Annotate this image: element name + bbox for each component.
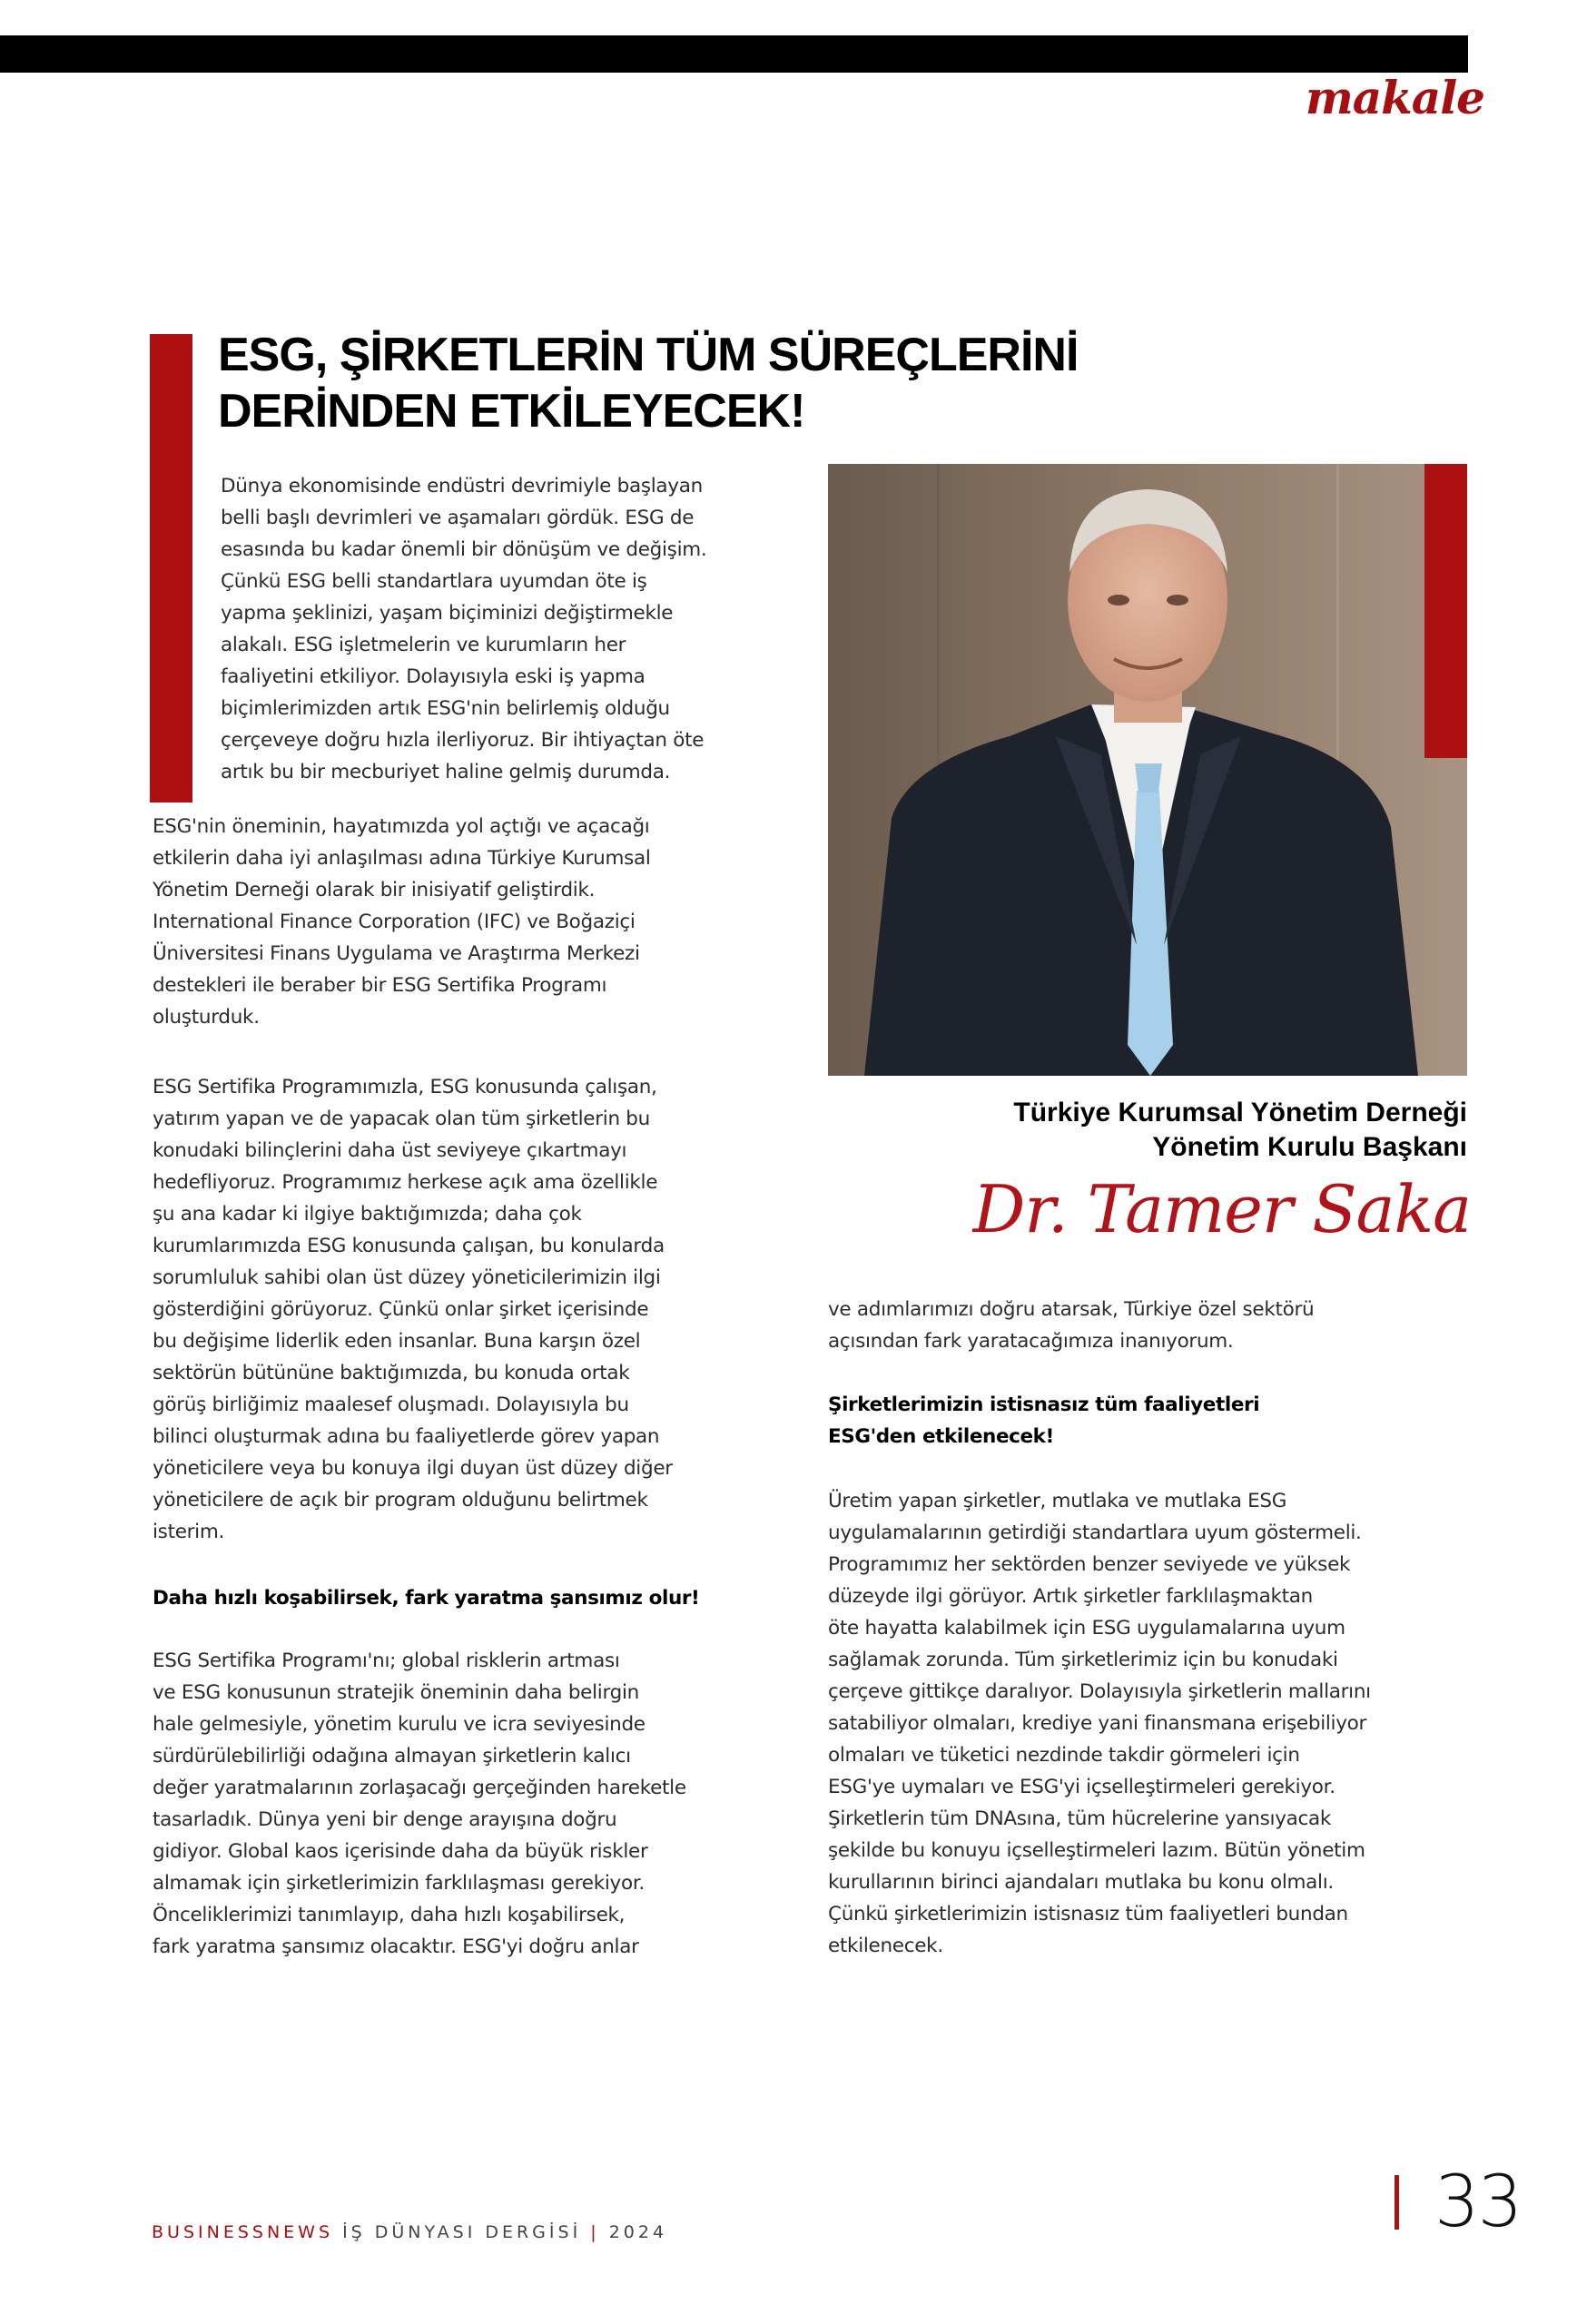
left-paragraph-2 (153, 1071, 788, 1548)
footer-brand: BUSINESSNEWS (152, 2222, 334, 2242)
text-line: uygulamalarının getirdiği standartlara uyum göstermeli. (828, 1521, 1362, 1544)
left-subheading: Daha hızlı koşabilirsek, fark yaratma şansımız olur! (153, 1587, 700, 1610)
text-line: etkilenecek. (828, 1935, 943, 1957)
article-headline (218, 327, 1171, 439)
headline-accent-bar (150, 334, 192, 803)
text-line: sorumluluk sahibi olan üst düzey yöneticilerimizin ilgi (153, 1266, 661, 1289)
text-line: Yönetim Derneği olarak bir inisiyatif geliştirdik. (153, 879, 596, 901)
text-line: tasarladık. Dünya yeni bir denge arayışına doğru (153, 1808, 617, 1831)
portrait-person-icon (828, 464, 1467, 1076)
text-line: görüş birliğimiz maalesef oluşmadı. Dolayısıyla bu (153, 1393, 629, 1416)
right-paragraph-2 (828, 1485, 1482, 1962)
portrait-photo (828, 464, 1467, 1076)
intro-line: artık bu bir mecburiyet haline gelmiş durumda. (221, 761, 671, 783)
text-line: konudaki bilinçlerini daha üst seviyeye çıkartmayı (153, 1139, 627, 1162)
page-number: 33 (1434, 2162, 1522, 2243)
text-line: hedefliyoruz. Programımız herkese açık ama özellikle (153, 1171, 658, 1194)
intro-line: Çünkü ESG belli standartlara uyumdan öte iş (221, 570, 647, 593)
text-line: Önceliklerimizi tanımlayıp, daha hızlı koşabilirsek, (153, 1904, 626, 1926)
intro-line: esasında bu kadar önemli bir dönüşüm ve değişim. (221, 538, 707, 561)
text-line: Üretim yapan şirketler, mutlaka ve mutlaka ESG (828, 1490, 1287, 1512)
text-line: etkilerin daha iyi anlaşılması adına Türkiye Kurumsal (153, 847, 651, 870)
photo-accent-bar (1424, 464, 1467, 758)
text-line: ESG'ye uymaları ve ESG'yi içselleştirmeleri gerekiyor. (828, 1776, 1336, 1798)
text-line: sektörün bütününe baktığımızda, bu konuda ortak (153, 1362, 630, 1384)
intro-line: alakalı. ESG işletmelerin ve kurumların her (221, 634, 626, 656)
footer-publication (152, 2222, 667, 2242)
intro-line: yapma şeklinizi, yaşam biçiminizi değiştirmekle (221, 602, 674, 625)
text-line: yatırım yapan ve de yapacak olan tüm şirketlerin bu (153, 1108, 650, 1130)
text-line: değer yaratmalarının zorlaşacağı gerçeğinden hareketle (153, 1777, 686, 1799)
text-line: yöneticilere de açık bir program olduğunu belirtmek (153, 1489, 648, 1512)
text-line: satabiliyor olmaları, krediye yani finansmana erişebiliyor (828, 1712, 1367, 1735)
text-line: çerçeve gittikçe daralıyor. Dolayısıyla şirketlerin mallarını (828, 1680, 1371, 1703)
text-line: Şirketlerin tüm DNAsına, tüm hücrelerine yansıyacak (828, 1807, 1332, 1830)
headline-line: ESG, ŞİRKETLERİN TÜM SÜREÇLERİNİ (218, 329, 1079, 381)
text-line: ESG'nin öneminin, hayatımızda yol açtığı ve açacağı (153, 815, 650, 838)
intro-line: çerçeveye doğru hızla ilerliyoruz. Bir ihtiyaçtan öte (221, 729, 705, 752)
text-line: gösterdiğini görüyoruz. Çünkü onlar şirket içerisinde (153, 1298, 649, 1321)
text-line: fark yaratma şansımız olacaktır. ESG'yi doğru anlar (153, 1935, 639, 1958)
text-line: şekilde bu konuyu içselleştirmeleri lazım. Bütün yönetim (828, 1839, 1365, 1862)
text-line: olmaları ve tüketici nezdinde takdir görmeleri için (828, 1744, 1300, 1767)
text-line: kurumlarımızda ESG konusunda çalışan, bu konularda (153, 1235, 665, 1257)
intro-line: biçimlerimizden artık ESG'nin belirlemiş olduğu (221, 697, 670, 720)
text-line: Çünkü şirketlerimizin istisnasız tüm faaliyetleri bundan (828, 1903, 1348, 1925)
text-line: hale gelmesiyle, yönetim kurulu ve icra seviyesinde (153, 1713, 646, 1736)
text-line: öte hayatta kalabilmek için ESG uygulamalarına uyum (828, 1617, 1345, 1640)
text-line: Üniversitesi Finans Uygulama ve Araştırma Merkezi (153, 942, 640, 965)
text-line: düzeyde ilgi görüyor. Artık şirketler farklılaşmaktan (828, 1585, 1313, 1608)
caption-organization: Türkiye Kurumsal Yönetim Derneği (1013, 1098, 1467, 1128)
text-line: açısından fark yaratacağımıza inanıyorum. (828, 1330, 1234, 1353)
author-signature: Dr. Tamer Saka (972, 1171, 1471, 1247)
text-line: Programımız her sektörden benzer seviyede ve yüksek (828, 1553, 1351, 1576)
text-line: ESG Sertifika Programı'nı; global risklerin artması (153, 1649, 620, 1672)
footer-magazine: İŞ DÜNYASI DERGİSİ (342, 2222, 582, 2242)
intro-line: Dünya ekonomisinde endüstri devrimiyle başlayan (221, 475, 703, 497)
intro-line: faaliyetini etkiliyor. Dolayısıyla eski iş yapma (221, 665, 646, 688)
text-line: ve ESG konusunun stratejik öneminin daha belirgin (153, 1681, 639, 1704)
text-line: almamak için şirketlerimizin farklılaşması gerekiyor. (153, 1872, 645, 1895)
text-line: bu değişime liderlik eden insanlar. Buna karşın özel (153, 1330, 641, 1353)
text-line: kurullarının birinci ajandaları mutlaka bu konu olmalı. (828, 1871, 1334, 1894)
left-paragraph-3 (153, 1645, 806, 1963)
text-line: şu ana kadar ki ilgiye baktığımızda; daha çok (153, 1203, 582, 1226)
text-line: gidiyor. Global kaos içerisinde daha da büyük riskler (153, 1840, 648, 1863)
text-line: ESG Sertifika Programımızla, ESG konusunda çalışan, (153, 1076, 657, 1098)
page-number-marker (1395, 2175, 1399, 2230)
right-subheading: Şirketlerimizin istisnasız tüm faaliyetleri ESG'den etkilenecek! (828, 1393, 1260, 1448)
text-line: oluşturduk. (153, 1006, 260, 1029)
right-paragraph-1 (828, 1294, 1482, 1357)
portrait-caption (817, 1096, 1467, 1165)
headline-line: DERİNDEN ETKİLEYECEK! (218, 385, 805, 438)
text-line: International Finance Corporation (IFC) ve Boğaziçi (153, 911, 636, 933)
article-intro (221, 470, 802, 788)
text-line: isterim. (153, 1521, 225, 1543)
text-line: sürdürülebilirliği odağına almayan şirketlerin kalıcı (153, 1745, 631, 1768)
text-line: ve adımlarımızı doğru atarsak, Türkiye özel sektörü (828, 1298, 1315, 1321)
section-tag: makale (1305, 71, 1484, 124)
text-line: destekleri ile beraber bir ESG Sertifika Programı (153, 974, 607, 997)
footer-year: 2024 (608, 2222, 668, 2242)
text-line: bilinci oluşturmak adına bu faaliyetlerde görev yapan (153, 1425, 660, 1448)
text-line: yöneticilere veya bu konuya ilgi duyan üst düzey diğer (153, 1457, 673, 1480)
footer-separator: | (590, 2222, 600, 2242)
caption-title: Yönetim Kurulu Başkanı (1152, 1132, 1467, 1162)
header-black-bar (0, 35, 1468, 73)
intro-line: belli başlı devrimleri ve aşamaları gördük. ESG de (221, 507, 695, 529)
left-paragraph-1 (153, 811, 788, 1033)
text-line: sağlamak zorunda. Tüm şirketlerimiz için bu konudaki (828, 1649, 1338, 1671)
